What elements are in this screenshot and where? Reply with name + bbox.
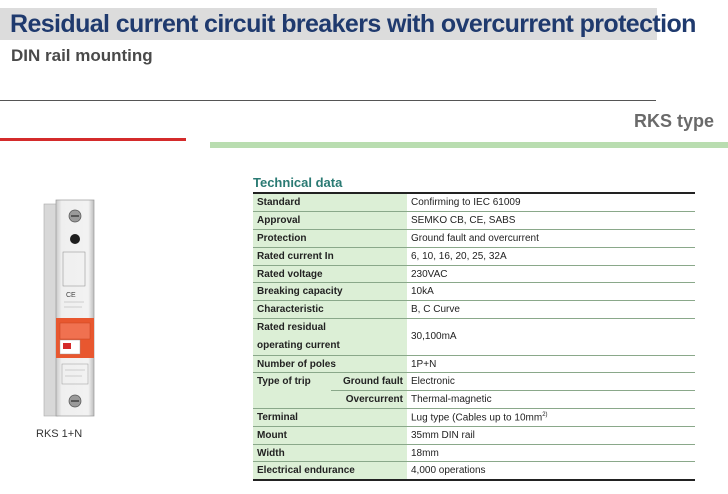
row-label: Rated current In <box>253 247 407 265</box>
technical-data-table <box>253 194 695 481</box>
row-value: 35mm DIN rail <box>407 426 695 444</box>
table-row <box>253 247 695 265</box>
page-title: Residual current circuit breakers with overcurrent protection <box>10 10 696 38</box>
svg-text:CE: CE <box>66 292 76 299</box>
table-row <box>253 426 695 444</box>
row-value-text: Lug type (Cables up to 10mm <box>411 412 543 424</box>
row-value: Confirming to IEC 61009 <box>407 194 695 212</box>
row-label: Approval <box>253 212 407 230</box>
table-row <box>253 319 695 356</box>
type-label: RKS type <box>633 111 714 131</box>
row-value: B, C Curve <box>407 301 695 319</box>
table-row <box>253 355 695 373</box>
table-row <box>253 212 695 230</box>
row-label: Mount <box>253 426 407 444</box>
table-row <box>253 444 695 462</box>
row-value: 1P+N <box>407 355 695 373</box>
row-label-line1: Rated residual <box>257 322 326 334</box>
row-value: Thermal-magnetic <box>407 391 695 409</box>
row-label: Number of poles <box>253 355 407 373</box>
table-row <box>253 462 695 480</box>
row-label: Electrical endurance <box>253 462 407 480</box>
row-label: Characteristic <box>253 301 407 319</box>
row-value: 18mm <box>407 444 695 462</box>
row-label: Width <box>253 444 407 462</box>
table-row <box>253 373 695 391</box>
row-value: Electronic <box>407 373 695 391</box>
table-row <box>253 265 695 283</box>
page-subtitle: DIN rail mounting <box>11 46 153 65</box>
row-value: 6, 10, 16, 20, 25, 32A <box>407 247 695 265</box>
row-label-line2: operating current <box>257 339 340 351</box>
row-label: Protection <box>253 230 407 248</box>
row-label: Breaking capacity <box>253 283 407 301</box>
product-caption: RKS 1+N <box>36 428 83 440</box>
row-value: 4,000 operations <box>407 462 695 480</box>
technical-data-title: Technical data <box>253 175 343 190</box>
row-value: SEMKO CB, CE, SABS <box>407 212 695 230</box>
row-value: 10kA <box>407 283 695 301</box>
row-value: 230VAC <box>407 265 695 283</box>
red-accent-line <box>0 138 186 141</box>
table-row <box>253 409 695 427</box>
row-label: Standard <box>253 194 407 212</box>
row-sublabel: Overcurrent <box>331 391 407 409</box>
row-label <box>253 319 407 356</box>
row-label: Type of trip <box>253 373 331 409</box>
circuit-breaker-image <box>30 190 120 420</box>
row-value <box>407 409 695 427</box>
table-row <box>253 283 695 301</box>
row-sublabel: Ground fault <box>331 373 407 391</box>
green-accent-line <box>210 142 728 148</box>
divider-line <box>0 100 656 101</box>
row-value: Ground fault and overcurrent <box>407 230 695 248</box>
row-value: 30,100mA <box>407 319 695 356</box>
row-label: Rated voltage <box>253 265 407 283</box>
table-row <box>253 301 695 319</box>
table-row <box>253 194 695 212</box>
row-value-superscript: 2) <box>542 411 548 418</box>
table-row <box>253 230 695 248</box>
row-label: Terminal <box>253 409 407 427</box>
